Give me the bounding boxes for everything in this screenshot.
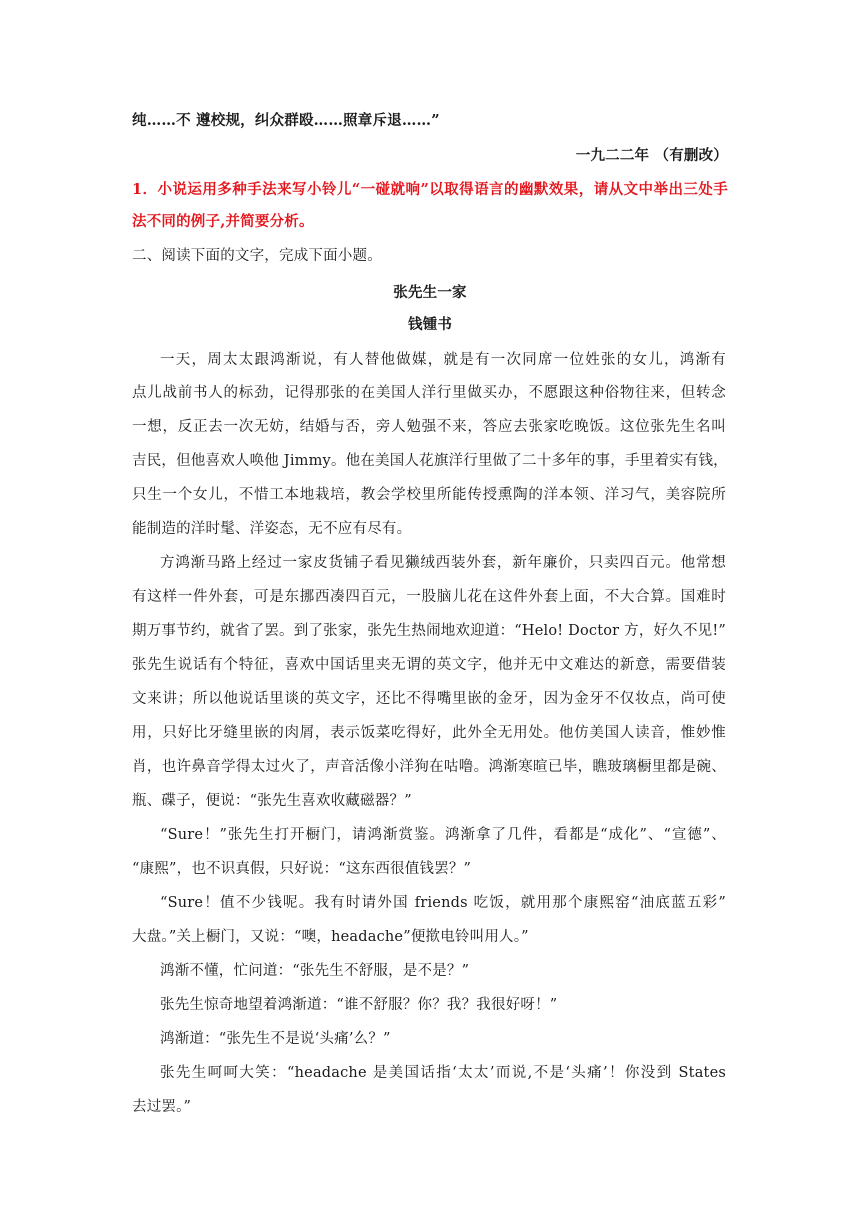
article-line: 只生一个女儿，不惜工本地栽培，教会学校里所能传授熏陶的洋本领、洋习气，美容院所 [132, 487, 726, 503]
article-line: 有这样一件外套，可是东挪西凑四百元，一股脑儿花在这件外套上面，不大合算。国难时 [132, 589, 726, 605]
question-1-line-1: 1．小说运用多种手法来写小铃儿“一碰就响”以取得语言的幽默效果，请从文中举出三处手 [132, 181, 728, 198]
article-line: 用，只好比牙缝里嵌的肉屑，表示饭菜吃得好，此外全无用处。他仿美国人读音，惟妙惟 [132, 725, 726, 741]
article-line: 去过罢。” [132, 1099, 192, 1115]
article-line: 文来讲；所以他说话里谈的英文字，还比不得嘴里嵌的金牙，因为金牙不仅妆点，尚可使 [132, 691, 726, 707]
article-line: 张先生惊奇地望着鸿渐道：“谁不舒服？你？我？我很好呀！” [160, 997, 558, 1013]
article-line: 鸿渐道：“张先生不是说‘头痛’么？” [160, 1031, 391, 1047]
article-line: 鸿渐不懂，忙问道：“张先生不舒服，是不是？” [160, 963, 470, 979]
article-line: 点儿战前书人的标劲，记得那张的在美国人洋行里做买办，不愿跟这种俗物往来，但转念 [132, 385, 726, 401]
passage-attribution: 一九二二年 （有删改） [575, 147, 728, 164]
article-title: 张先生一家 [393, 284, 467, 301]
article-line: 能制造的洋时髦、洋姿态，无不应有尽有。 [132, 521, 412, 537]
article-line: “Sure！”张先生打开橱门，请鸿渐赏鉴。鸿渐拿了几件，看都是“成化”、“宣德”、 [160, 827, 726, 843]
article-line: 吉民，但他喜欢人唤他 Jimmy。他在美国人花旗洋行里做了二十多年的事，手里着实有钱， [132, 453, 728, 469]
previous-passage-fragment: 纯……不 遵校规，纠众群殴……照章斥退……” [132, 112, 440, 129]
article-line: “康熙”，也不识真假，只好说：“这东西很值钱罢？” [132, 861, 472, 877]
article-line: 一想，反正去一次无妨，结婚与否，旁人勉强不来，答应去张家吃晚饭。这位张先生名叫 [132, 419, 726, 435]
section-2-heading: 二、阅读下面的文字，完成下面小题。 [132, 248, 382, 264]
article-line: 方鸿渐马路上经过一家皮货铺子看见獭绒西装外套，新年廉价，只卖四百元。他常想 [160, 555, 726, 571]
article-line: “Sure！值不少钱呢。我有时请外国 friends 吃饭，就用那个康熙窑“油底蓝五彩” [160, 895, 726, 911]
article-line: 一天，周太太跟鸿渐说，有人替他做媒，就是有一次同席一位姓张的女儿，鸿渐有 [160, 352, 726, 368]
article-line: 肖，也许鼻音学得太过火了，声音活像小洋狗在咕噜。鸿渐寒暄已毕，瞧玻璃橱里都是碗、 [132, 759, 726, 775]
article-author: 钱锺书 [407, 316, 453, 333]
article-line: 大盘。”关上橱门，又说：“噢，headache”便揿电铃叫用人。” [132, 929, 529, 945]
question-1-line-2: 法不同的例子,并简要分析。 [132, 213, 314, 230]
article-line: 张先生呵呵大笑：“headache 是美国话指‘太太’而说,不是‘头痛’！你没到 States [160, 1065, 726, 1081]
article-line: 张先生说话有个特征，喜欢中国话里夹无谓的英文字，他并无中文难达的新意，需要借装 [132, 657, 726, 673]
article-line: 期万事节约，就省了罢。到了张家，张先生热闹地欢迎道：“Helo! Doctor 方，好久不见!” [132, 623, 726, 639]
article-line: 瓶、碟子，便说：“张先生喜欢收藏磁器？” [132, 793, 412, 809]
